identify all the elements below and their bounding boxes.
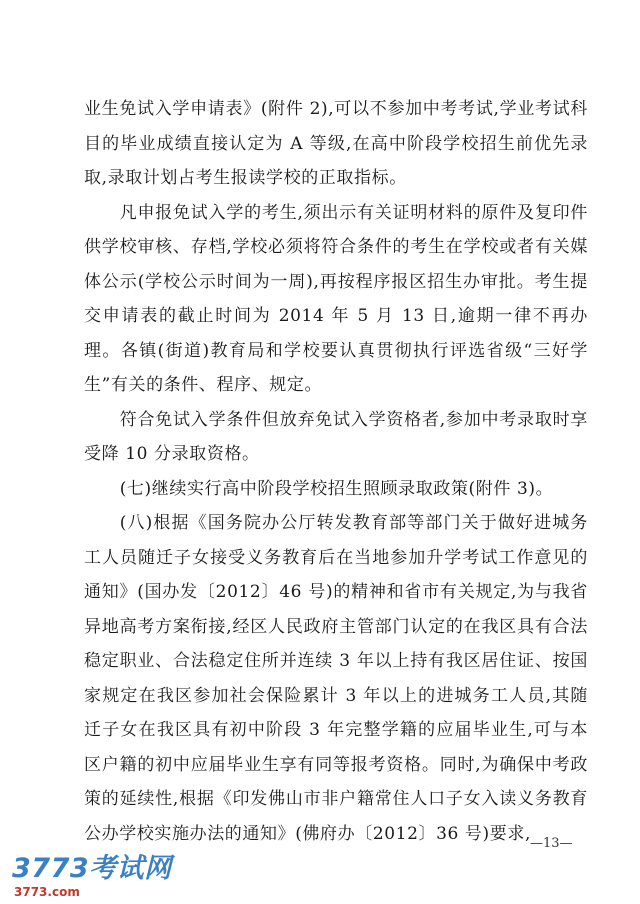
body-text xyxy=(84,92,588,851)
paragraph-3: 符合免试入学条件但放弃免试入学资格者,参加中考录取时享受降 10 分录取资格。 xyxy=(84,409,588,464)
watermark-logo-sub: 3773.com xyxy=(14,885,80,899)
paragraph-1: 业生免试入学申请表》(附件 2),可以不参加中考考试,学业考试科目的毕业成绩直接认定为 A 等级,在高中阶段学校招生前优先录取,录取计划占考生报读学校的正取指标。 xyxy=(84,99,588,188)
watermark-logo-main: 3773考试网 xyxy=(12,853,172,884)
paragraph-5: (八)根据《国务院办公厅转发教育部等部门关于做好进城务工人员随迁子女接受义务教育后在当地参加升学考试工作意见的通知》(国办发〔2012〕46 号)的精神和省市有关规定,为与我省异地高考方案衔接,经区人民政府主管部门认定的在我区具有合法稳定职业、合法稳定住所并连续 3 年以上持有我区居住证、按国家规定在我区参加社会保险累计 3 年以上的进城务工人员,其随迁子女在我区具有初中阶段 3 年完整学籍的应届毕业生,可与本区户籍的初中应届毕业生享有同等报考资格。同时,为确保中考政策的延续性,根据《印发佛山市非户籍常住人口子女入读义务教育公办学校实施办法的通知》(佛府办〔2012〕36 号)要求, xyxy=(84,513,588,844)
paragraph-4: (七)继续实行高中阶段学校招生照顾录取政策(附件 3)。 xyxy=(119,478,554,499)
watermark-logo xyxy=(12,846,172,899)
paragraph-2: 凡申报免试入学的考生,须出示有关证明材料的原件及复印件供学校审核、存档,学校必须将符合条件的考生在学校或者有关媒体公示(学校公示时间为一周),再按程序报区招生办审批。考生提交申请表的截止时间为 2014 年 5 月 13 日,逾期一律不再办理。各镇(街道)教育局和学校要认真贯彻执行评选省级“三好学生”有关的条件、程序、规定。 xyxy=(84,202,588,395)
page-number: —13— xyxy=(530,836,573,851)
